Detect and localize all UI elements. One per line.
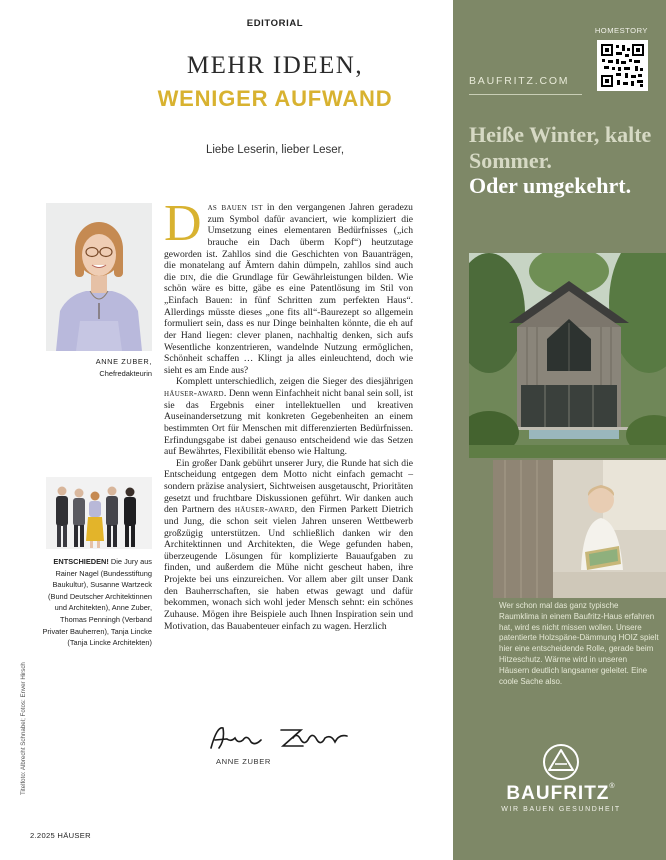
- headline-line-1: MEHR IDEEN,: [186, 52, 364, 79]
- author-caption: [46, 356, 152, 379]
- body-text: . Denn wenn Einfachheit nicht banal sein soll, ist sie das Ergebnis einer intellektuellen und kreativen Auseinandersetzung mit konkreten Gegebenheiten an einem bestimmten Ort für Menschen mit differenzierten Bedürfnissen. Erfindungsgabe ist dabei genauso entscheidend wie das Setzen auf Bewährtes, Flexibilität ebenso wie Haltung.: [164, 388, 413, 458]
- jury-caption-bold: ENTSCHIEDEN!: [53, 557, 109, 566]
- drop-cap: D: [164, 195, 202, 252]
- body-paragraph-2: [164, 376, 413, 457]
- ad-headline-light: Heiße Winter, kalte Sommer.: [469, 122, 652, 173]
- section-kicker: EDITORIAL: [246, 18, 304, 29]
- editorial-body: [164, 195, 413, 632]
- brand-text: BAUFRITZ: [506, 783, 610, 804]
- headline-line-2: WENIGER AUFWAND: [157, 86, 393, 111]
- body-text: , die die Grundlage für Gewährleistungen bilden. Wie schön wäre es bitte, gäbe es eine Patentlösung im Stil von „Einfach Bauen: in fünf Schritten zum perfekten Haus“. Allerdings müsste dieses „one fits all“-Baurezept so allgemein formuliert sein, dass es nur Dinge beinhalten könnte, die eh auf der Hand liegen: clever planen, nachhaltig denken, sich aufs Wesentliche konzentrieren, wandelnde Nutzung ermöglichen, Schönheit schaffen … Klingt ja alles einleuchtend, doch wie sieht es am Ende aus?: [164, 271, 413, 376]
- trademark: ®: [609, 783, 616, 790]
- baufritz-tagline: WIR BAUEN GESUNDHEIT: [501, 806, 621, 813]
- baufritz-url[interactable]: BAUFRITZ.COM: [469, 75, 570, 87]
- jury-caption: [40, 556, 152, 649]
- ad-body-text: Wer schon mal das ganz typische Raumklima in einem Baufritz-Haus erfahren hat, wird es nicht missen wollen. Unsere patentierte Holzspäne-Dämmung HOIZ spielt hier eine entscheidende Rolle, gerade beim Hitzeschutz. Wärme wird in unseren Häusern deutlich langsamer geleitet. Eine coole Sache also.: [499, 601, 659, 686]
- body-lead-in: as bauen ist: [207, 202, 263, 213]
- body-text: Komplett unterschiedlich, zeigen die Sieger des diesjährigen: [176, 376, 413, 388]
- signature-name: ANNE ZUBER: [216, 757, 271, 766]
- body-text: , den Firmen Parkett Dietrich und Jung, die schon seit vielen Jahren unseren Wettbewerb großzügig unterstützen. Und schließlich danken wir den Architektinnen und Architekten, die Wege gefunden haben, überzeugende Lösungen für komplizierte Bauaufgaben zu finden, und außerdem die Mühe nicht gescheut haben, ihre Projekte bei uns einzureichen. Vor allem aber gilt unser Dank den Bauherrschaften, sie haben etwas gewagt und dafür bekommen, wonach sich wohl jeder Mensch sehnt: ein schönes Zuhause. Mögen ihre Beispiele auch Ihnen Inspiration sein und Motivation, das Bauabenteuer einfach zu wagen. Herzlich: [164, 504, 413, 632]
- body-paragraph-1: [164, 195, 413, 376]
- qr-code[interactable]: [597, 40, 648, 91]
- ad-headline-bold: Oder umgekehrt.: [469, 173, 632, 198]
- author-portrait: [46, 203, 152, 351]
- author-caption-name: ANNE ZUBER,: [95, 357, 152, 366]
- baufritz-brand: [483, 783, 639, 805]
- child-reading-photo: [493, 460, 666, 598]
- body-abbrev: din: [180, 271, 194, 283]
- body-paragraph-3: [164, 458, 413, 632]
- page-folio: 2.2025 HÄUSER: [30, 831, 91, 840]
- baufritz-logo-icon: [541, 742, 581, 782]
- award-name: häuser-award: [234, 504, 295, 516]
- house-photo: [469, 253, 666, 458]
- ad-headline: [469, 122, 664, 199]
- divider: [469, 94, 582, 95]
- handwritten-signature: [205, 720, 355, 756]
- jury-photo: [46, 477, 152, 549]
- body-text: in den vergangenen Jahren geradezu zum Symbol dafür avanciert, wie kompliziert die Umsetzung eines elementaren Bedürfnisses („ich brauche ein Dach überm Kopf“) heutzutage geworden ist. Zahllos sind die Geschichten von Bauanträgen, die monatelang auf Ämtern dahin dümpeln, zahllos sind auch die: [164, 202, 413, 283]
- award-name: häuser-award: [164, 388, 224, 399]
- body-text: Ein großer Dank gebührt unserer Jury, die Runde hat sich die Entscheidung entgegen dem Motto nicht einfach gemacht – sondern präzise analysiert, Sichtweisen ausgetauscht, Prioritäten gesetzt und fruchtbare Diskussionen geführt. Wir danken auch den Partnern des: [164, 457, 413, 516]
- author-caption-role: Chefredakteurin: [99, 368, 152, 378]
- salutation: Liebe Leserin, lieber Leser,: [205, 144, 345, 156]
- baufritz-ad: [453, 0, 666, 860]
- homestory-label: HOMESTORY: [594, 26, 648, 35]
- jury-caption-text: Die Jury aus Rainer Nagel (Bundesstiftung Baukultur), Susanne Wartzeck (Bund Deutscher Architektinnen und Architekten), Anne Zuber, Thomas Penningh (Verband Privater Bauherren), Tanja Lincke (Tanja Lincke Architekten): [42, 557, 152, 648]
- photo-credit: Titelfoto: Albrecht Schnabel; Fotos: Enver Hirsch: [20, 662, 27, 795]
